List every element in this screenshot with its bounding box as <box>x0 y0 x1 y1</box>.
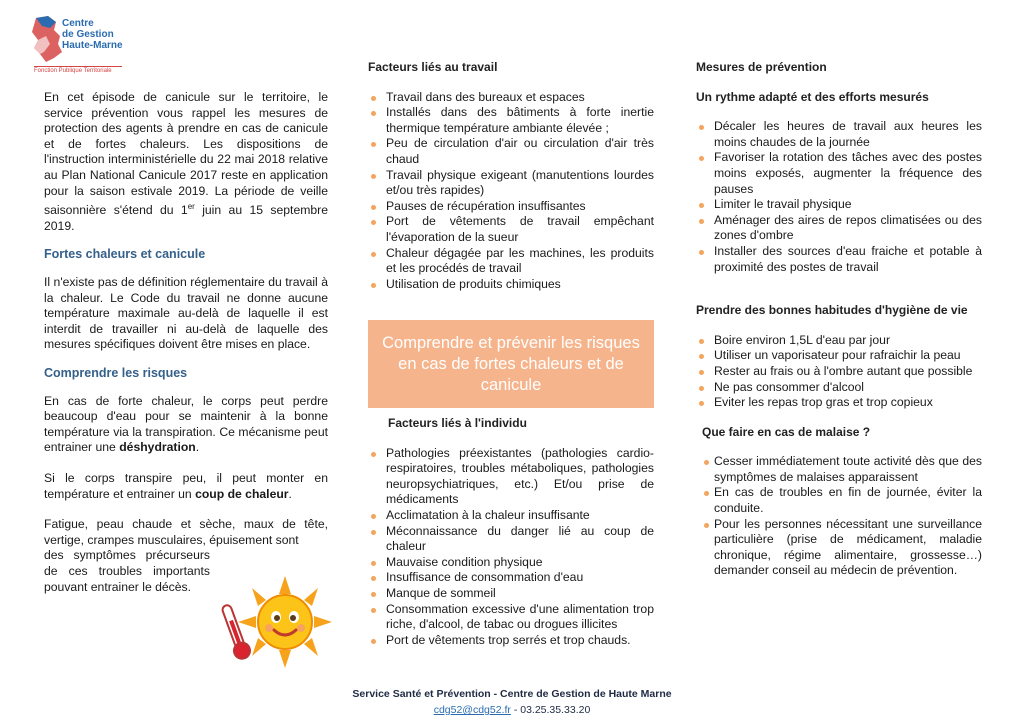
list-item: Installés dans des bâtiments à forte inertie thermique température ambiante élevée ; <box>368 105 654 136</box>
column-left <box>44 90 328 595</box>
list-item: Décaler les heures de travail aux heures les moins chaudes de la journée <box>696 119 982 150</box>
risques-paragraph-2: Si le corps transpire peu, il peut monter en température et entrainer un coup de chaleur. <box>44 470 328 501</box>
logo-tagline: Fonction Publique Territoriale <box>34 68 112 74</box>
subheading-hygiene: Prendre des bonnes habitudes d'hygiène de vie <box>696 303 968 318</box>
footer-contact <box>0 704 1024 716</box>
list-item: Ne pas consommer d'alcool <box>696 380 982 396</box>
list-item: Chaleur dégagée par les machines, les produits et les procédés de travail <box>368 246 654 277</box>
list-item: Travail dans des bureaux et espaces <box>368 90 654 106</box>
list-item: Méconnaissance du danger lié au coup de chaleur <box>368 524 654 555</box>
list-item: Eviter les repas trop gras et trop copieux <box>696 395 982 411</box>
subheading-malaise: Que faire en cas de malaise ? <box>702 424 871 439</box>
list-item: Utilisation de produits chimiques <box>368 277 654 293</box>
list-item: Boire environ 1,5L d'eau par jour <box>696 333 982 349</box>
logo-line1: Centre <box>62 18 94 29</box>
heading-mesures-prevention: Mesures de prévention <box>696 60 827 74</box>
logo-line3: Haute-Marne <box>62 40 123 51</box>
list-item: Rester au frais ou à l'ombre autant que possible <box>696 364 982 380</box>
list-item: Port de vêtements trop serrés et trop chauds. <box>368 633 654 649</box>
list-item: Limiter le travail physique <box>696 197 982 213</box>
list-malaise <box>696 454 982 579</box>
column-right <box>696 60 982 579</box>
list-facteurs-individu <box>368 446 654 649</box>
footer-service: Service Santé et Prévention - Centre de Gestion de Haute Marne <box>352 688 672 700</box>
list-item: Peu de circulation d'air ou circulation d'air très chaud <box>368 136 654 167</box>
list-item: Pour les personnes nécessitant une surveillance particulière (prise de médicament, maladie chronique, régime alimentaire, grossesse…) demander conseil au médecin de prévention. <box>704 517 982 579</box>
map-logo-icon <box>30 14 66 66</box>
heading-fortes-chaleurs: Fortes chaleurs et canicule <box>44 247 206 262</box>
list-item: Travail physique exigeant (manutentions lourdes et/ou très rapides) <box>368 168 654 199</box>
list-item: Favoriser la rotation des tâches avec des postes moins exposés, augmenter la fréquence des pauses <box>696 150 982 197</box>
footer-email-link[interactable]: cdg52@cdg52.fr <box>433 704 511 716</box>
fortes-paragraph: Il n'existe pas de définition réglementaire du travail à la chaleur. Le Code du travail ne donne aucune température maximale au-delà de laquelle il est interdit de travailler ni au-delà de laquelle des mesures spécifiques doivent être mises en place. <box>44 275 328 352</box>
sun-icon <box>236 574 334 670</box>
heading-facteurs-individu: Facteurs liés à l'individu <box>388 416 527 430</box>
list-item: Installer des sources d'eau fraiche et potable à proximité des postes de travail <box>696 244 982 275</box>
risques-paragraph-3-cont: des symptômes précurseurs de ces troubles importants pouvant entrainer le décès. <box>44 548 210 594</box>
footer-phone: - 03.25.35.33.20 <box>510 704 591 716</box>
heading-facteurs-travail: Facteurs liés au travail <box>368 60 498 74</box>
list-item: Aménager des aires de repos climatisées ou des zones d'ombre <box>696 213 982 244</box>
logo <box>28 12 128 82</box>
column-middle-lower <box>368 416 654 648</box>
risques-paragraph-3: Fatigue, peau chaude et sèche, maux de tête, vertige, crampes musculaires, épuisement sont <box>44 517 328 547</box>
list-item: Port de vêtements de travail empêchant l'évaporation de la sueur <box>368 214 654 245</box>
list-item: Insuffisance de consommation d'eau <box>368 570 654 586</box>
list-item: Cesser immédiatement toute activité dès que des symptômes de malaises apparaissent <box>704 454 982 485</box>
logo-rule <box>34 66 122 67</box>
list-item: Mauvaise condition physique <box>368 555 654 571</box>
column-middle <box>368 60 654 292</box>
risques-paragraph-1: En cas de forte chaleur, le corps peut perdre beaucoup d'eau pour se maintenir à la bonne température via la transpiration. Ce mécanisme peut entrainer une déshydration. <box>44 393 328 455</box>
list-item: Consommation excessive d'une alimentation trop riche, d'alcool, de tabac ou drogues illicites <box>368 602 654 633</box>
logo-line2: de Gestion <box>62 29 114 40</box>
list-item: Utiliser un vaporisateur pour rafraichir la peau <box>696 348 982 364</box>
subheading-rythme: Un rythme adapté et des efforts mesurés <box>696 89 929 104</box>
intro-paragraph: En cet épisode de canicule sur le territoire, le service prévention vous rappel les mesures de protection des agents à prendre en cas de canicule et de fortes chaleurs. Les dispositions de l'instruction interministérielle du 22 mai 2018 relative au Plan National Canicule 2017 reste en application pour la saison estivale 2019. La période de veille saisonnière s'étend du 1er juin au 15 septembre 2019. <box>44 90 328 233</box>
list-facteurs-travail <box>368 90 654 293</box>
list-item: Pauses de récupération insuffisantes <box>368 199 654 215</box>
heading-comprendre-risques: Comprendre les risques <box>44 365 188 380</box>
list-item: En cas de troubles en fin de journée, éviter la conduite. <box>704 485 982 516</box>
list-item: Manque de sommeil <box>368 586 654 602</box>
list-item: Pathologies préexistantes (pathologies cardio-respiratoires, troubles métaboliques, pathologies neuropsychiatriques, etc.) Et/ou prise de médicaments <box>368 446 654 508</box>
list-item: Acclimatation à la chaleur insuffisante <box>368 508 654 524</box>
list-hygiene <box>696 333 982 411</box>
callout-title: Comprendre et prévenir les risques en cas de fortes chaleurs et de canicule <box>368 320 654 408</box>
list-rythme <box>696 119 982 275</box>
